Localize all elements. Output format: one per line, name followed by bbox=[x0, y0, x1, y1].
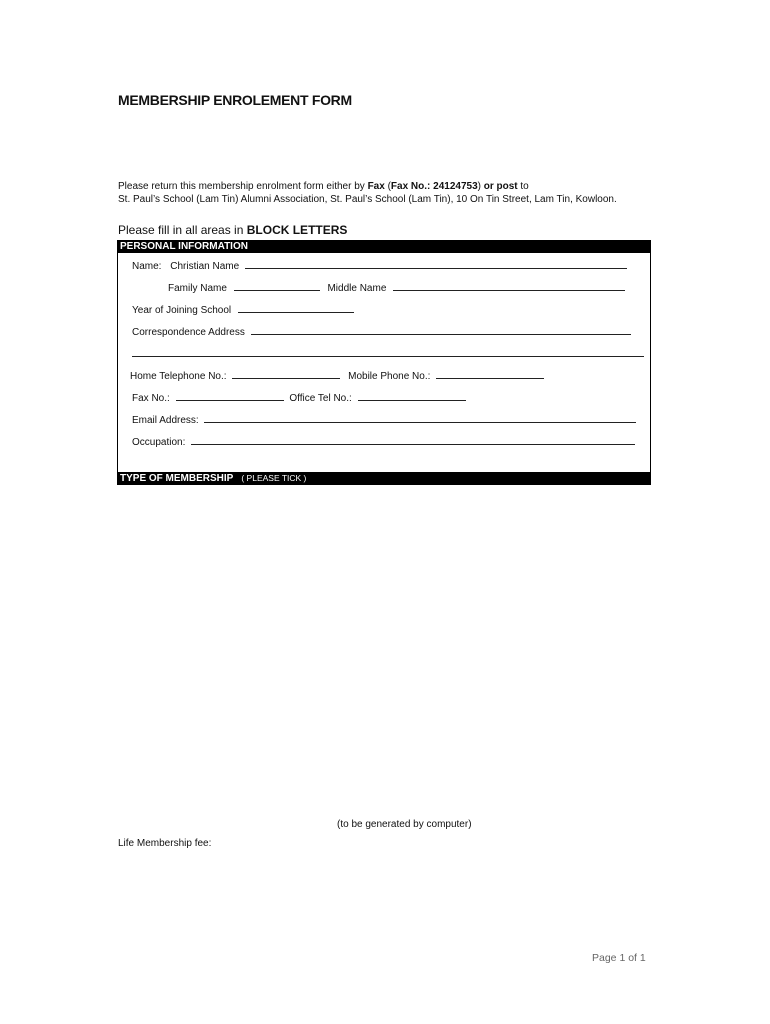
intro-address: St. Paul’s School (Lam Tin) Alumni Association, St. Paul’s School (Lam Tin), 10 On Tin Street, Lam Tin, Kowloon. bbox=[118, 193, 617, 205]
form-title: MEMBERSHIP ENROLEMENT FORM bbox=[118, 92, 352, 108]
intro-fax-word: Fax bbox=[367, 181, 385, 192]
life-membership-fee-label: Life Membership fee: bbox=[118, 838, 212, 849]
intro-text bbox=[118, 181, 638, 206]
family-name-field[interactable] bbox=[234, 281, 320, 291]
fill-instruction-emphasis: BLOCK LETTERS bbox=[246, 223, 348, 237]
intro-part4: to bbox=[517, 181, 529, 192]
home-tel-field[interactable] bbox=[232, 369, 340, 379]
intro-fax-number: Fax No.: 24124753 bbox=[390, 181, 478, 192]
membership-type-note: ( PLEASE TICK ) bbox=[241, 473, 307, 483]
personal-information-header: PERSONAL INFORMATION bbox=[118, 241, 650, 253]
address-label: Correspondence Address bbox=[132, 327, 245, 338]
mobile-label: Mobile Phone No.: bbox=[348, 371, 431, 382]
christian-name-field[interactable] bbox=[245, 259, 627, 269]
fax-label: Fax No.: bbox=[132, 393, 170, 404]
membership-type-header bbox=[118, 472, 650, 484]
intro-part2: ( bbox=[384, 181, 391, 192]
year-joining-row bbox=[132, 303, 354, 317]
personal-information-section bbox=[117, 240, 651, 485]
office-tel-label: Office Tel No.: bbox=[289, 393, 352, 404]
christian-name-row bbox=[132, 259, 627, 273]
fax-office-row bbox=[132, 391, 466, 405]
fill-instruction bbox=[118, 223, 347, 237]
occupation-field[interactable] bbox=[191, 435, 635, 445]
page-number: Page 1 of 1 bbox=[592, 952, 646, 964]
fill-instruction-prefix: Please fill in all areas in bbox=[118, 223, 247, 237]
occupation-label: Occupation: bbox=[132, 437, 186, 448]
intro-or-post: or post bbox=[483, 181, 518, 192]
generated-note: (to be generated by computer) bbox=[337, 819, 472, 830]
middle-name-label: Middle Name bbox=[327, 283, 387, 294]
membership-type-title: TYPE OF MEMBERSHIP bbox=[120, 473, 234, 484]
telephone-row bbox=[130, 369, 544, 383]
family-name-label: Family Name bbox=[168, 283, 227, 294]
intro-part1: Please return this membership enrolment form either by bbox=[118, 181, 368, 192]
address-row-2 bbox=[132, 347, 644, 361]
middle-name-field[interactable] bbox=[393, 281, 625, 291]
mobile-field[interactable] bbox=[436, 369, 544, 379]
year-joining-field[interactable] bbox=[238, 303, 354, 313]
email-label: Email Address: bbox=[132, 415, 199, 426]
address-field-line1[interactable] bbox=[251, 325, 631, 335]
fax-field[interactable] bbox=[176, 391, 284, 401]
address-field-line2[interactable] bbox=[132, 347, 644, 357]
year-joining-label: Year of Joining School bbox=[132, 305, 232, 316]
christian-name-label: Christian Name bbox=[170, 261, 240, 272]
email-field[interactable] bbox=[204, 413, 636, 423]
family-middle-name-row bbox=[168, 281, 625, 295]
occupation-row bbox=[132, 435, 635, 449]
address-row bbox=[132, 325, 631, 339]
intro-part3: ) bbox=[477, 181, 484, 192]
email-row bbox=[132, 413, 636, 427]
name-label: Name: bbox=[132, 261, 162, 272]
home-tel-label: Home Telephone No.: bbox=[130, 371, 227, 382]
office-tel-field[interactable] bbox=[358, 391, 466, 401]
